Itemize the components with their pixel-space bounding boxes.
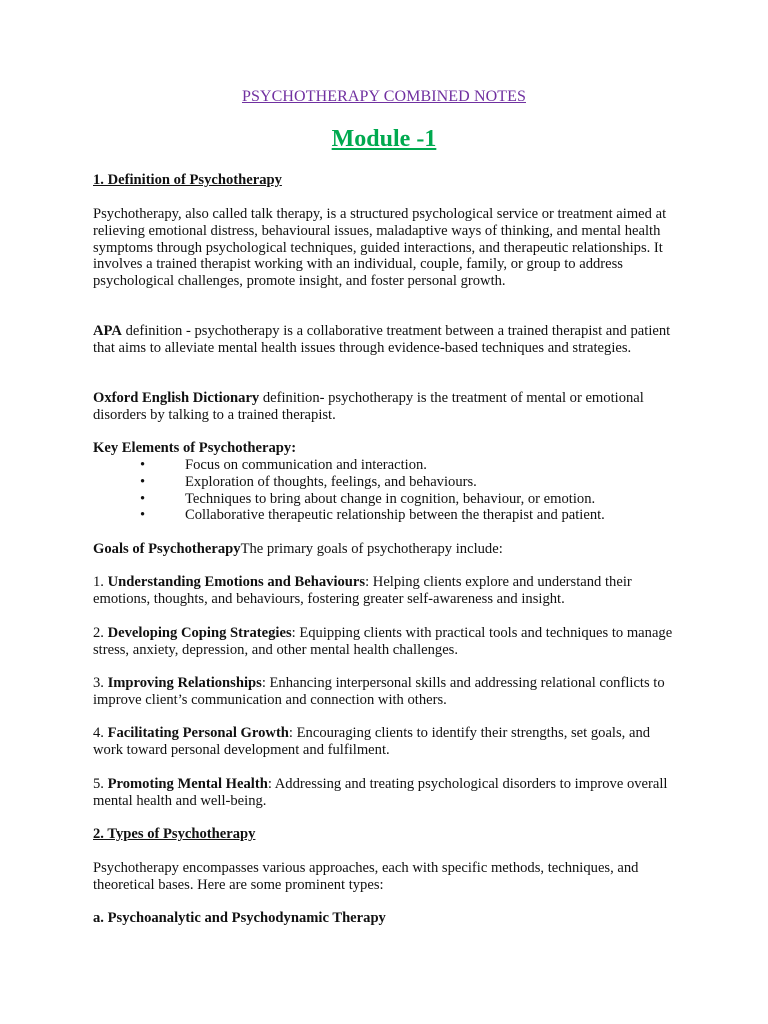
- bullet-icon: •: [140, 457, 146, 473]
- apa-definition: [93, 323, 683, 357]
- goals-intro: The primary goals of psychotherapy include:: [240, 541, 503, 557]
- module-title: Module -1: [331, 126, 437, 152]
- goal-number: 3.: [93, 675, 108, 691]
- list-item: [93, 507, 683, 524]
- oxford-definition: [93, 390, 683, 424]
- oxford-text: definition- psychotherapy is the treatment of mental or emotional disorders by talking to a trained therapist.: [93, 390, 644, 423]
- goal-text: : Addressing and treating psychological disorders to improve overall mental health and well-being.: [93, 776, 668, 809]
- subheading-psychoanalytic: a. Psychoanalytic and Psychodynamic Therapy: [93, 910, 386, 926]
- goal-number: 5.: [93, 776, 108, 792]
- goal-term: Understanding Emotions and Behaviours: [107, 574, 366, 590]
- goal-item-1: [93, 574, 683, 608]
- bullet-icon: •: [140, 490, 146, 507]
- list-item-text: Exploration of thoughts, feelings, and behaviours.: [185, 473, 477, 490]
- goal-term: Facilitating Personal Growth: [107, 725, 289, 741]
- goal-number: 1.: [93, 574, 108, 590]
- goal-item-3: [93, 675, 683, 709]
- list-item-text: Collaborative therapeutic relationship between the therapist and patient.: [185, 507, 605, 524]
- goal-text: : Equipping clients with practical tools and techniques to manage stress, anxiety, depression, and other mental health challenges.: [93, 625, 673, 658]
- key-elements-heading: Key Elements of Psychotherapy:: [93, 440, 297, 456]
- apa-term: APA: [93, 323, 122, 339]
- goal-term: Promoting Mental Health: [107, 776, 268, 792]
- goal-text: : Helping clients explore and understand their emotions, thoughts, and behaviours, fostering greater self-awareness and insight.: [93, 574, 632, 607]
- goal-item-5: [93, 776, 683, 810]
- goal-item-4: [93, 725, 683, 759]
- key-elements-list: [93, 457, 683, 524]
- bullet-icon: •: [140, 507, 146, 524]
- apa-text: definition - psychotherapy is a collaborative treatment between a trained therapist and patient that aims to alleviate mental health issues through evidence-based techniques and strategies.: [93, 323, 671, 356]
- types-intro-paragraph: Psychotherapy encompasses various approaches, each with specific methods, techniques, and theoretical bases. Here are some prominent types:: [93, 860, 639, 893]
- oxford-term: Oxford English Dictionary: [93, 390, 260, 406]
- goal-term: Improving Relationships: [107, 675, 262, 691]
- goal-text: : Enhancing interpersonal skills and addressing relational conflicts to improve client’s communication and connection with others.: [93, 675, 665, 708]
- list-item-text: Focus on communication and interaction.: [185, 457, 427, 473]
- goal-text: : Encouraging clients to identify their strengths, set goals, and work toward personal development and fulfilment.: [93, 725, 651, 758]
- list-item: [93, 457, 683, 474]
- definition-paragraph: Psychotherapy, also called talk therapy, is a structured psychological service or treatment aimed at relieving emotional distress, behavioural issues, maladaptive ways of thinking, and mental health symptoms through psychological techniques, guided interactions, and therapeutic relationships. It involves a trained therapist working with an individual, couple, family, or group to address psychological challenges, promote insight, and foster personal growth.: [93, 206, 667, 290]
- goal-number: 4.: [93, 725, 108, 741]
- section-1-heading: 1. Definition of Psychotherapy: [93, 172, 282, 188]
- list-item-text: Techniques to bring about change in cognition, behaviour, or emotion.: [185, 490, 596, 507]
- goal-number: 2.: [93, 625, 108, 641]
- list-item: [93, 474, 683, 491]
- section-2-heading: 2. Types of Psychotherapy: [93, 826, 256, 842]
- goals-term: Goals of Psychotherapy: [93, 541, 241, 557]
- goals-heading: [93, 541, 683, 558]
- bullet-icon: •: [140, 473, 146, 490]
- goal-item-2: [93, 625, 683, 659]
- list-item: [93, 491, 683, 508]
- goal-term: Developing Coping Strategies: [107, 625, 292, 641]
- document-title: PSYCHOTHERAPY COMBINED NOTES: [241, 88, 526, 105]
